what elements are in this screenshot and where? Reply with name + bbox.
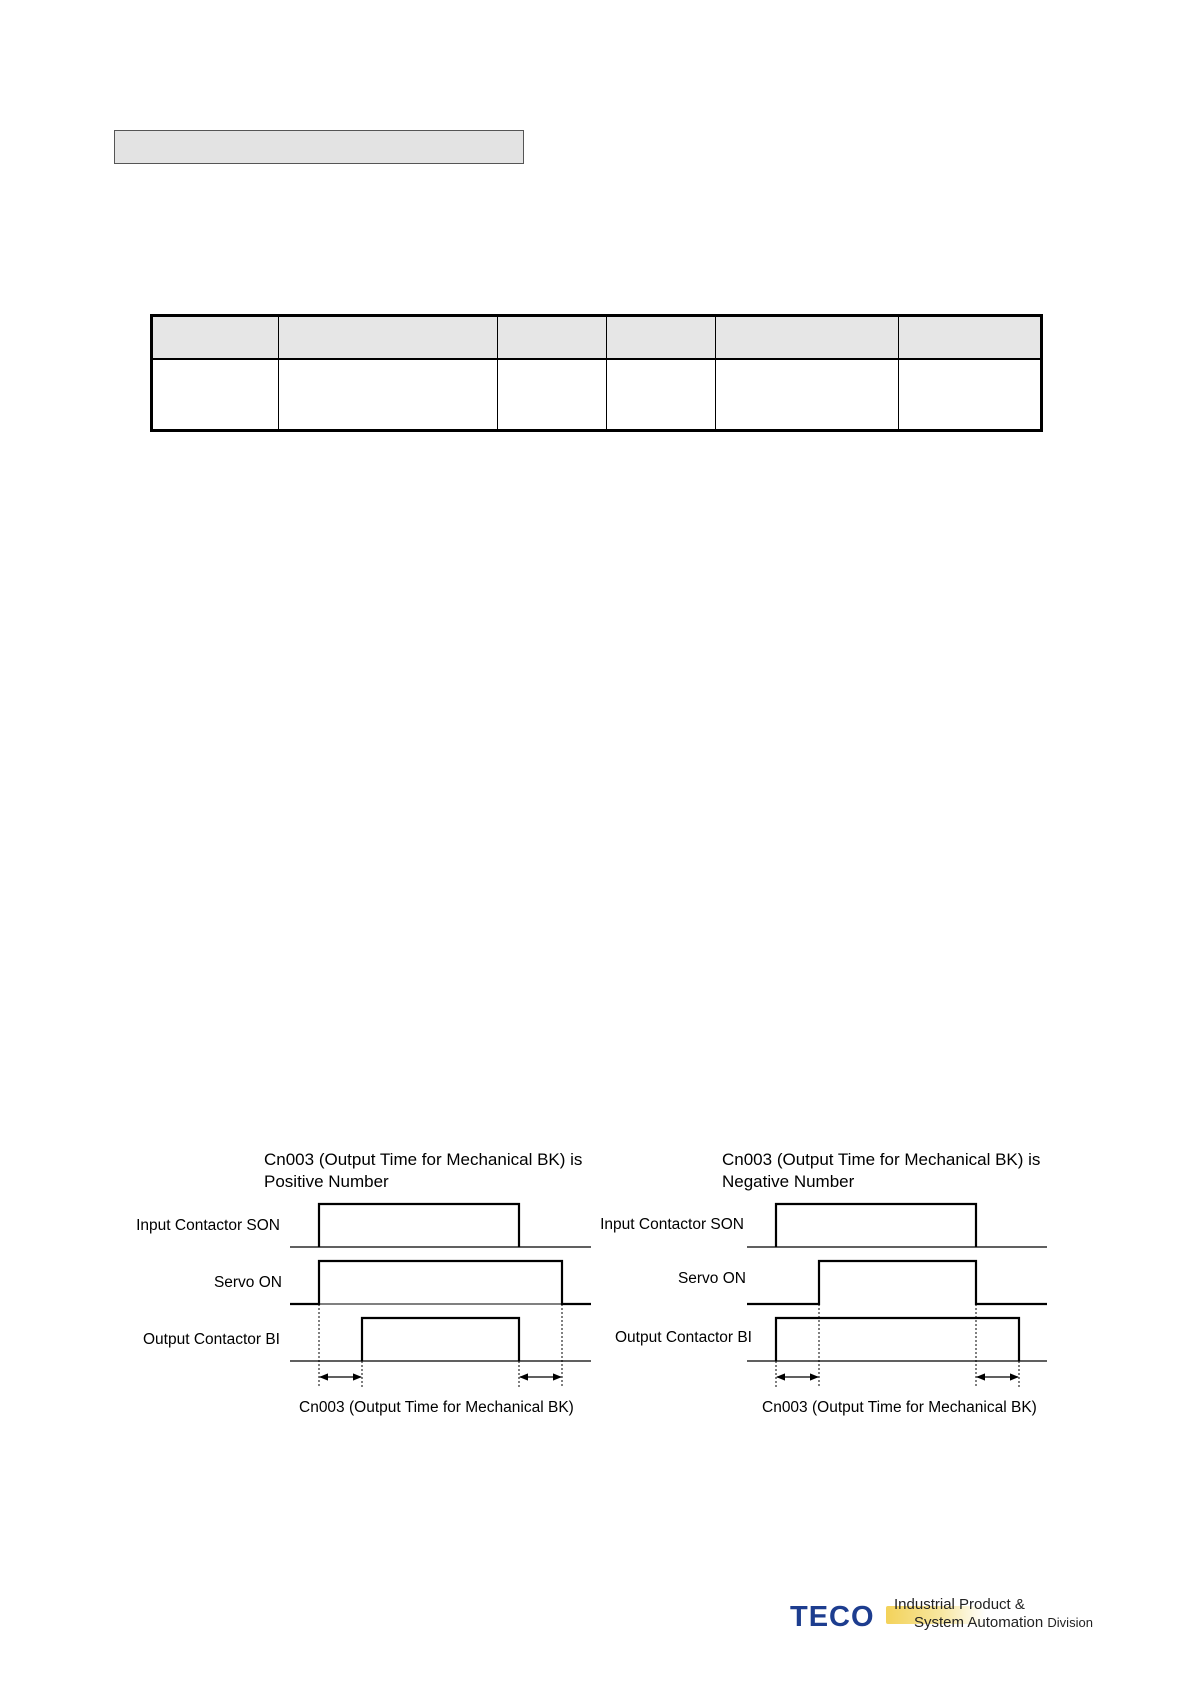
diagram-title-line1: Cn003 (Output Time for Mechanical BK) is — [264, 1150, 583, 1169]
signal-label-output: Output Contactor BI — [143, 1331, 280, 1348]
waveform-servo-on — [290, 1261, 591, 1304]
diagram-title-line1: Cn003 (Output Time for Mechanical BK) is — [722, 1150, 1041, 1169]
interval-caption: Cn003 (Output Time for Mechanical BK) — [299, 1399, 574, 1416]
logo-division-line2-small: Division — [1047, 1615, 1093, 1630]
signal-label-output: Output Contactor BI — [615, 1329, 752, 1346]
diagram-title-line2: Positive Number — [264, 1172, 389, 1191]
signal-label-servo-on: Servo ON — [677, 1270, 746, 1287]
timing-diagram-positive — [136, 1150, 591, 1416]
waveform-output — [776, 1318, 1019, 1361]
diagram-title-line2: Negative Number — [722, 1172, 855, 1191]
waveform-output — [362, 1318, 519, 1361]
signal-label-son: Input Contactor SON — [136, 1217, 280, 1234]
logo-division-line2-main: System Automation — [914, 1614, 1048, 1631]
waveform-son — [319, 1204, 519, 1247]
waveform-son — [776, 1204, 976, 1247]
interval-caption: Cn003 (Output Time for Mechanical BK) — [762, 1399, 1037, 1416]
signal-label-son: Input Contactor SON — [600, 1216, 744, 1233]
teco-logo — [790, 1596, 1110, 1636]
logo-division-line2 — [914, 1614, 1093, 1631]
timing-diagram-negative — [600, 1150, 1047, 1416]
signal-label-servo-on: Servo ON — [213, 1274, 282, 1291]
waveform-servo-on — [747, 1261, 1047, 1304]
logo-division-line1: Industrial Product & — [894, 1596, 1025, 1613]
logo-brand: TECO — [790, 1601, 875, 1633]
